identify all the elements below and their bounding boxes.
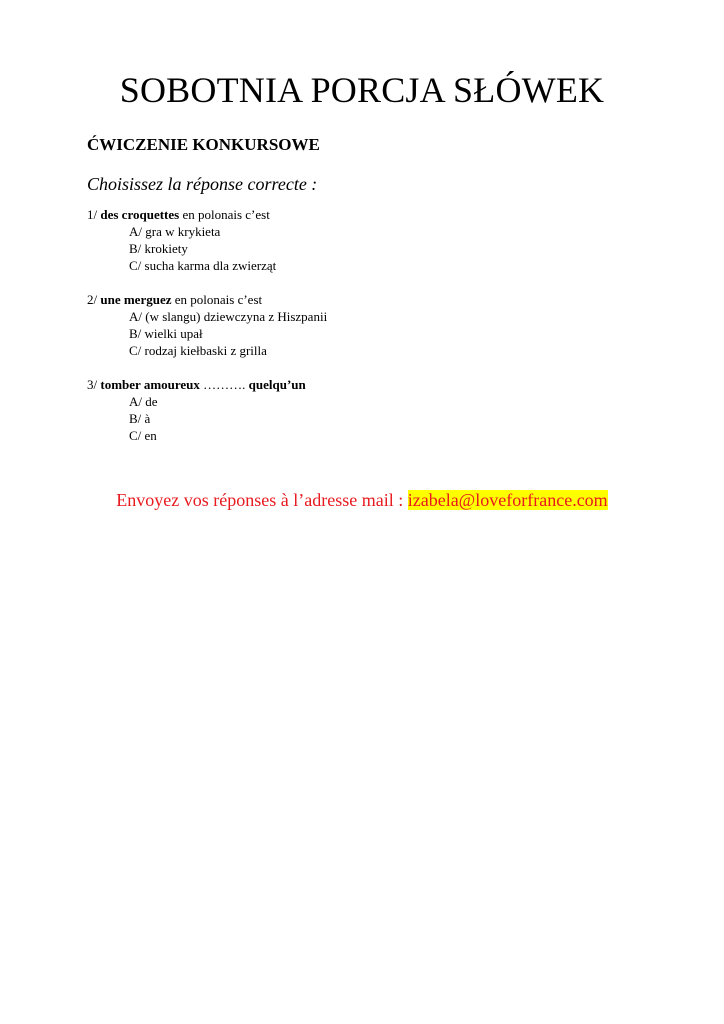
answer-option: C/ rodzaj kiełbaski z grilla (129, 343, 267, 358)
question-1 (87, 206, 647, 274)
question-number: 1/ (87, 207, 101, 222)
question-term-2: quelqu’un (248, 377, 306, 392)
question-term: tomber amoureux (100, 377, 200, 392)
question-prompt (87, 291, 647, 308)
question-text: en polonais c’est (171, 292, 263, 307)
answer-option: A/ (w slangu) dziewczyna z Hiszpanii (129, 309, 328, 324)
question-text: en polonais c’est (179, 207, 270, 222)
answer-option: C/ sucha karma dla zwierząt (129, 258, 277, 273)
question-2 (87, 291, 647, 359)
answer-option: C/ en (129, 428, 157, 443)
instruction-text: Choisissez la réponse correcte : (87, 174, 318, 194)
answer-options (87, 308, 647, 359)
answer-option: B/ wielki upał (129, 326, 203, 341)
answer-option: A/ de (129, 394, 158, 409)
answer-option: B/ à (129, 411, 151, 426)
contact-text: Envoyez vos réponses à l’adresse mail : (116, 490, 408, 510)
page-title: SOBOTNIA PORCJA SŁÓWEK (119, 70, 605, 111)
question-prompt (87, 206, 647, 223)
answer-option: B/ krokiety (129, 241, 188, 256)
email-address[interactable]: izabela@loveforfrance.com (407, 490, 608, 510)
question-3 (87, 376, 647, 444)
question-number: 3/ (87, 377, 101, 392)
question-prompt (87, 376, 647, 393)
answer-option: A/ gra w krykieta (129, 224, 221, 239)
question-term: des croquettes (100, 207, 180, 222)
question-text: ………. (199, 377, 249, 392)
questions-list (87, 206, 647, 461)
answer-options (87, 223, 647, 274)
question-term: une merguez (100, 292, 172, 307)
answer-options (87, 393, 647, 444)
question-number: 2/ (87, 292, 101, 307)
section-heading: ĆWICZENIE KONKURSOWE (87, 135, 320, 154)
contact-line (0, 488, 724, 512)
